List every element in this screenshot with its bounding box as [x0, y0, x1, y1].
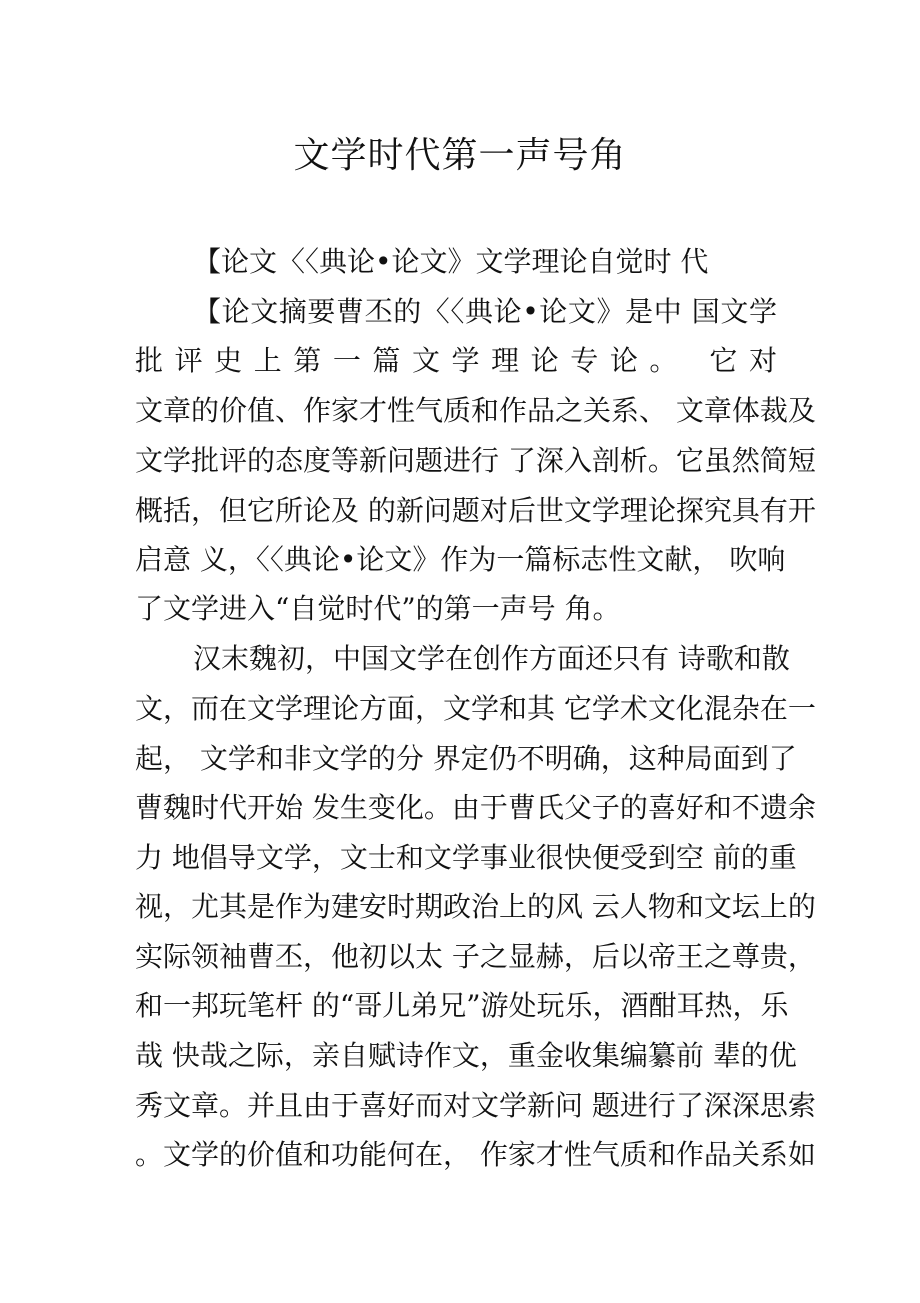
body-line: 文，而在文学理论方面，文学和其 它学术文化混杂在一	[135, 692, 816, 725]
body-line: 实际领袖曹丕，他初以太 子之显赫，后以帝王之尊贵，	[135, 940, 816, 973]
body-line: 视，尤其是作为建安时期政治上的风 云人物和文坛上的	[135, 890, 816, 923]
body-line: 汉末魏初，中国文学在创作方面还只有 诗歌和散	[193, 642, 790, 675]
abstract-line: 【论文摘要曹丕的〈〈典论•论文》是中 国文学	[193, 295, 777, 328]
body-line: 曹魏时代开始 发生变化。由于曹氏父子的喜好和不遗余	[135, 791, 816, 824]
body-line: 哉 快哉之际，亲自赋诗作文，重金收集编纂前 辈的优	[135, 1039, 797, 1072]
abstract-line: 了文学进入“自觉时代”的第一声号 角。	[135, 592, 621, 625]
abstract-line: 概括，但它所论及 的新问题对后世文学理论探究具有开	[135, 494, 816, 527]
abstract-line: 批评史上第一篇文学理论专论。 它对	[135, 344, 777, 377]
abstract-line: 启意 义，〈〈典论•论文》作为一篇标志性文献， 吹响	[135, 543, 786, 576]
body-line: 起， 文学和非文学的分 界定仍不明确，这种局面到了	[135, 742, 797, 775]
body-line: 和一邦玩笔杆 的“哥儿弟兄”游处玩乐，酒酣耳热，乐	[135, 989, 789, 1022]
abstract-line: 文章的价值、作家才性气质和作品之关系、 文章体裁及	[135, 394, 816, 427]
document-title: 文学时代第一声号角	[293, 135, 627, 176]
abstract-line: 文学批评的态度等新问题进行 了深入剖析。它虽然简短	[135, 444, 816, 477]
body-line: 力 地倡导文学，文士和文学事业很快便受到空 前的重	[135, 841, 797, 874]
body-line: 秀文章。并且由于喜好而对文学新问 题进行了深深思索	[135, 1089, 816, 1122]
body-line: 。文学的价值和功能何在， 作家才性气质和作品关系如	[135, 1138, 816, 1171]
keywords-line: 【论文〈〈典论•论文》文学理论自觉时 代	[193, 245, 709, 278]
